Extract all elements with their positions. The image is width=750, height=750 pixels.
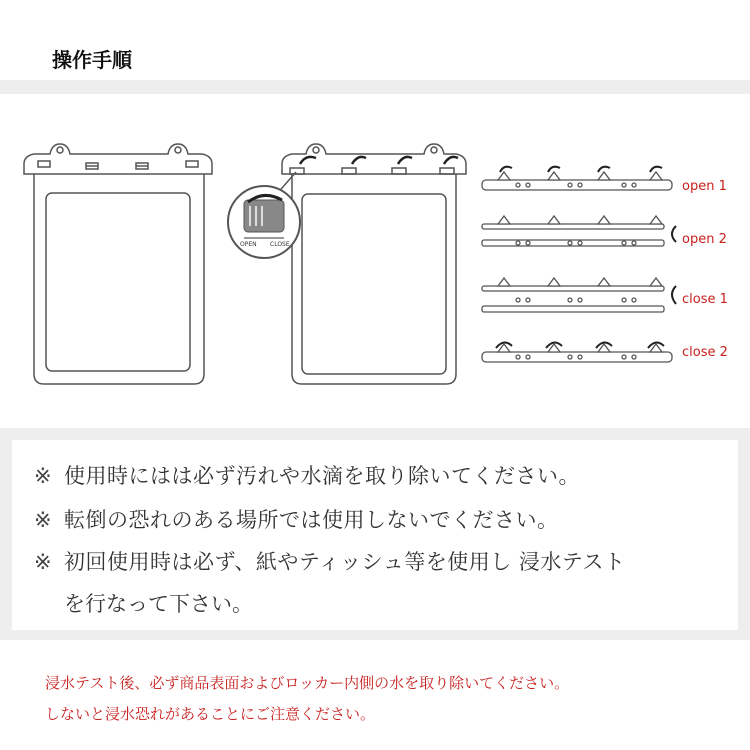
step-label-open-1: open 1 bbox=[682, 179, 727, 194]
note-text: 初回使用時は必ず、紙やティッシュ等を使用し 浸水テスト bbox=[64, 550, 626, 574]
step-label-close-2: close 2 bbox=[682, 345, 728, 360]
diagram-panel bbox=[0, 94, 750, 428]
step-label-close-1: close 1 bbox=[682, 292, 728, 307]
note-text: 使用時にはは必ず汚れや水滴を取り除いてください。 bbox=[64, 464, 580, 488]
operation-diagram bbox=[0, 94, 750, 428]
warning-line-2: しないと浸水恐れがあることにご注意ください。 bbox=[45, 705, 376, 723]
step-rail-close-2 bbox=[482, 342, 672, 362]
warning-line-1: 浸水テスト後、必ず商品表面およびロッカー内側の水を取り除いてください。 bbox=[45, 674, 570, 692]
note-mark: ※ bbox=[34, 550, 53, 574]
note-3 bbox=[34, 546, 626, 576]
step-rail-open-2 bbox=[482, 216, 676, 246]
notes-panel bbox=[12, 440, 738, 630]
pouch-illustration-closed bbox=[24, 144, 212, 384]
step-label-open-2: open 2 bbox=[682, 232, 727, 247]
note-mark: ※ bbox=[34, 464, 53, 488]
note-text: 転倒の恐れのある場所では使用しないでください。 bbox=[64, 508, 559, 532]
inset-close-label: CLOSE bbox=[270, 241, 290, 248]
step-rail-close-1 bbox=[482, 278, 676, 312]
note-3-continuation: を行なって下さい。 bbox=[64, 592, 253, 616]
note-1 bbox=[34, 460, 580, 490]
note-2 bbox=[34, 504, 559, 534]
step-rail-open-1 bbox=[482, 167, 672, 190]
inset-open-label: OPEN bbox=[240, 241, 257, 248]
zoom-inset bbox=[228, 172, 300, 258]
page-title: 操作手順 bbox=[52, 48, 132, 72]
pouch-illustration-open bbox=[282, 144, 466, 384]
header-bar bbox=[0, 0, 750, 80]
note-mark: ※ bbox=[34, 508, 53, 532]
